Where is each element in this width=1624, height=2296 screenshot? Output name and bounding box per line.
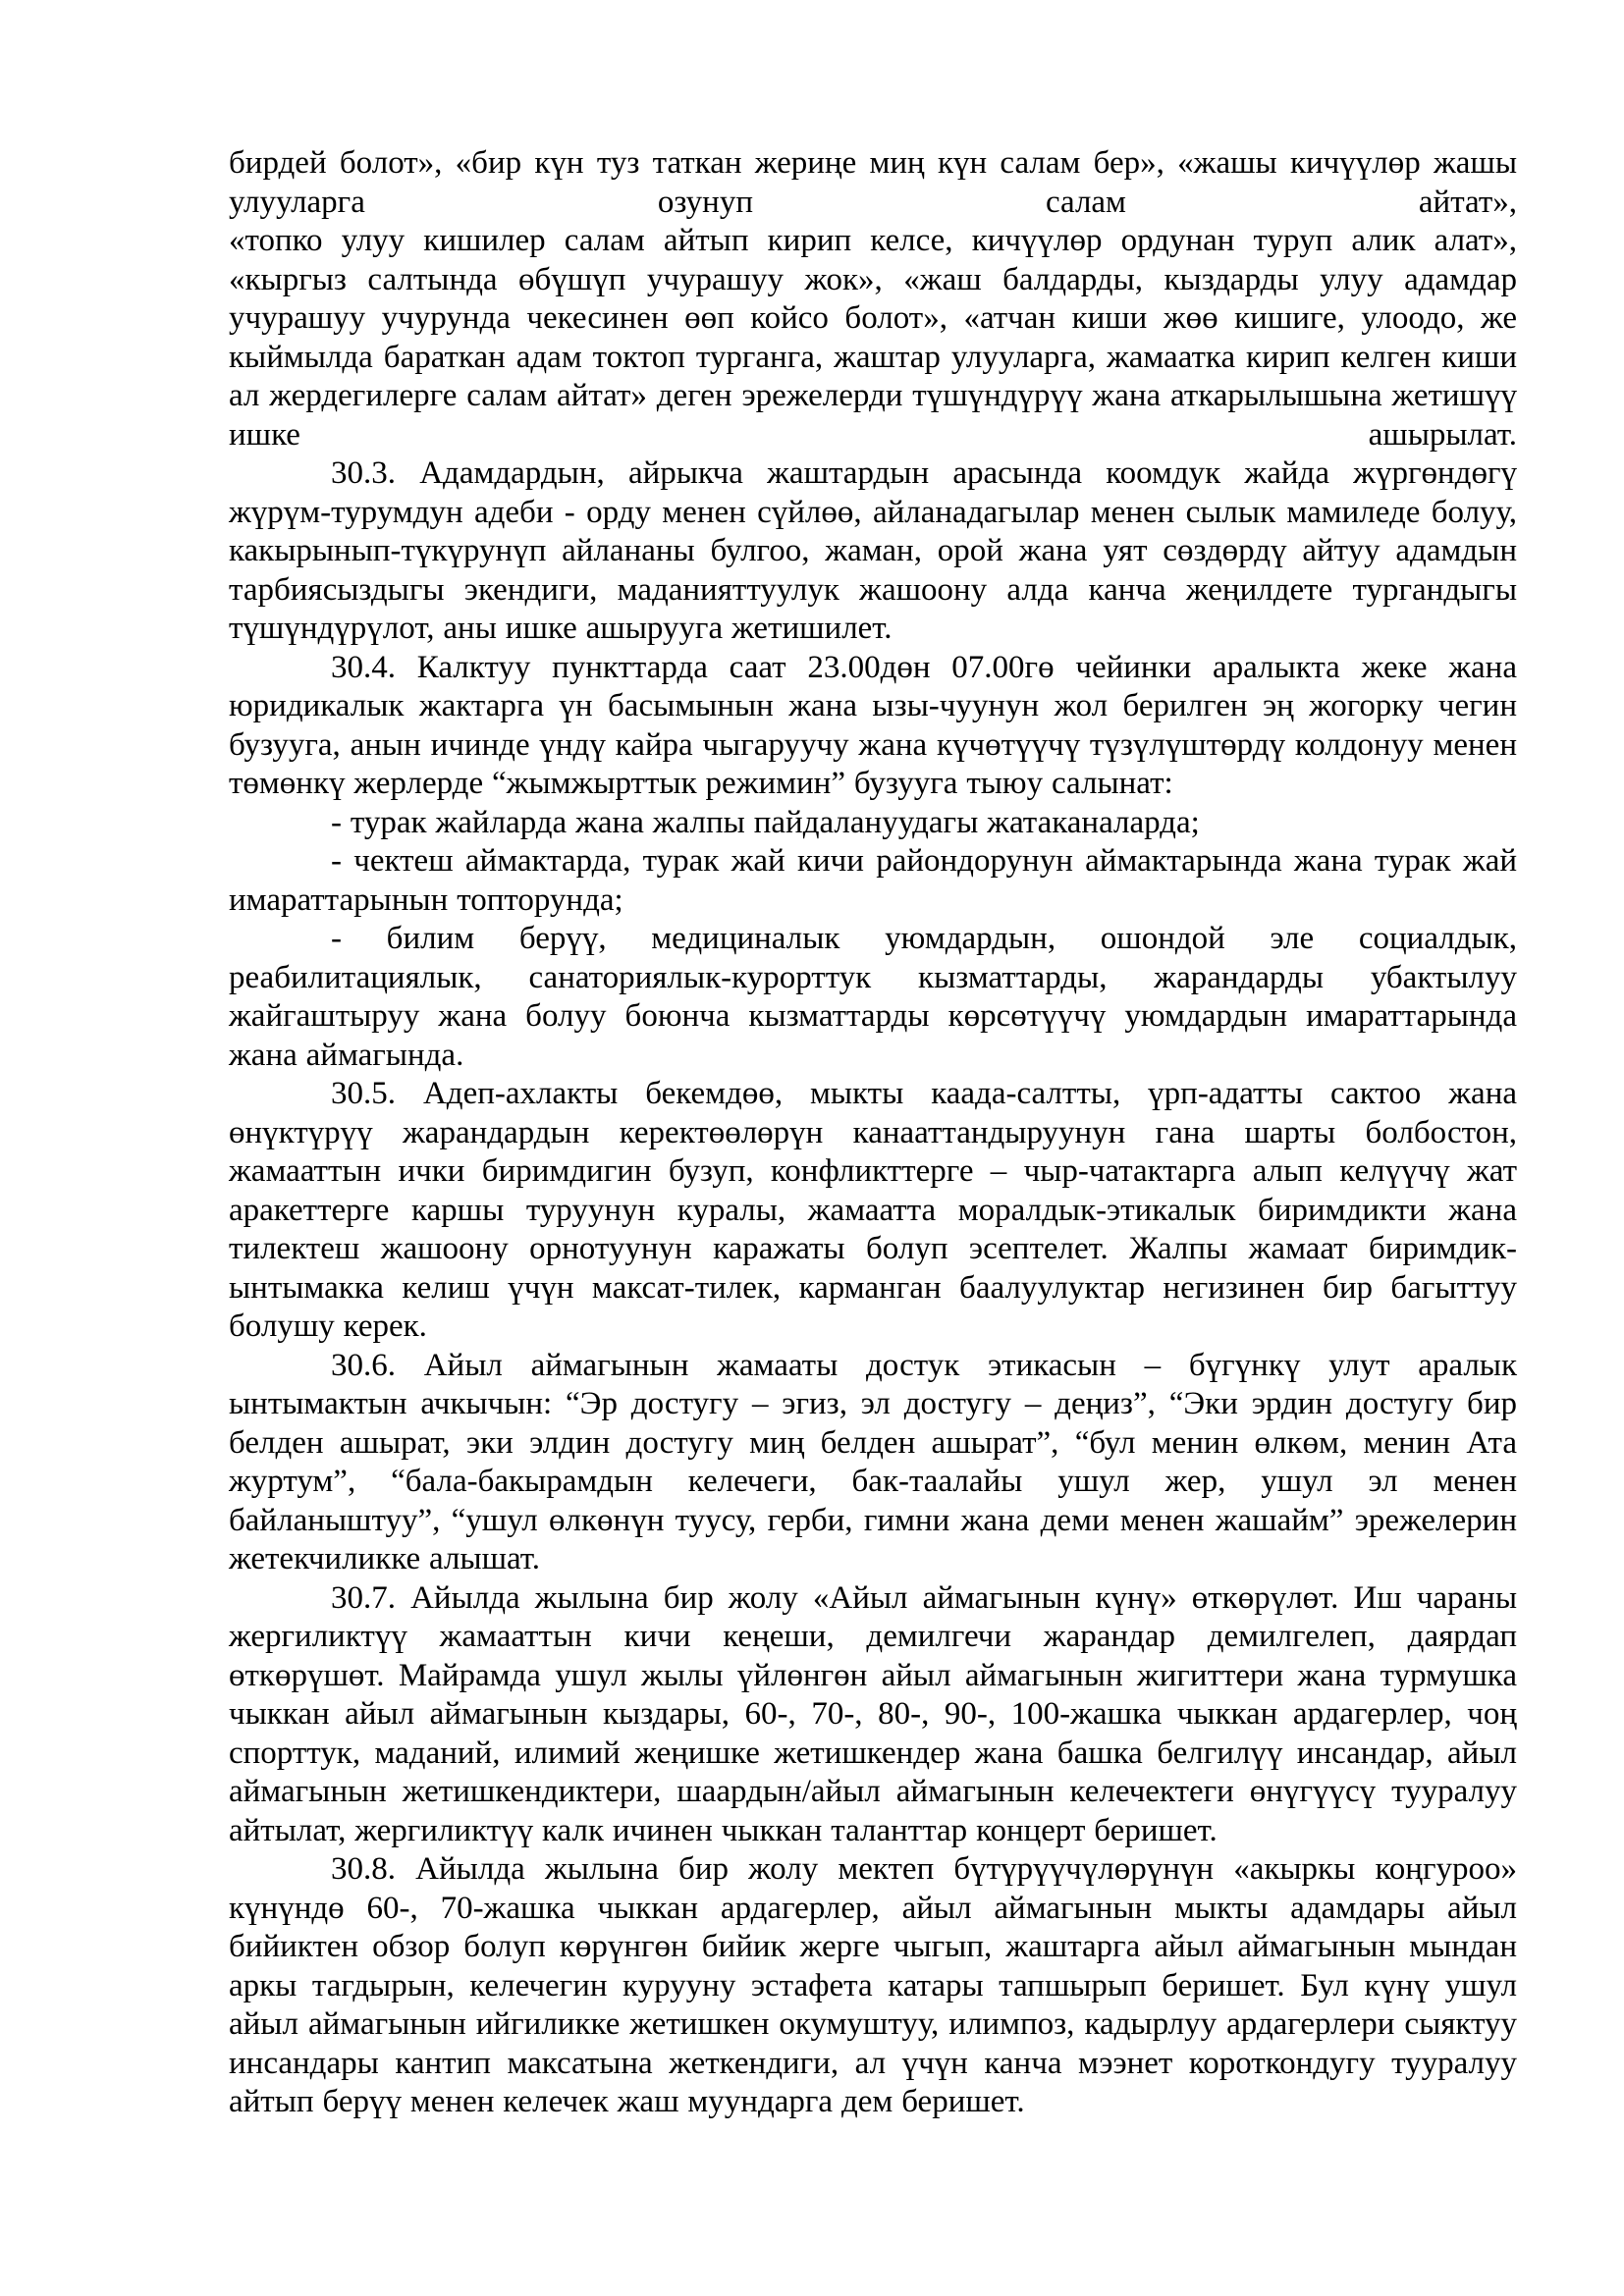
paragraph-text: 30.6. Айыл аймагынын жамааты достук этикасын – бүгүнкү улут аралык ынтымактын ачкычын: “Эр достугу – эгиз, эл достугу – деңиз”, “Эки эрдин достугу бир белден ашырат, эки элдин достугу миң белден ашырат”, “бул менин өлкөм, менин Ата журтум”, “бала-бакырамдын келечеги, бак-таалайы ушул жер, ушул эл менен байланыштуу”, “ушул өлкөнүн туусу, герби, гимни жана деми менен жашайм” эрежелерин жетекчиликке алышат. — [229, 1347, 1517, 1576]
paragraph-text: 30.4. Калктуу пункттарда саат 23.00дөн 07.00гө чейинки аралыкта жеке жана юридикалык жактарга үн басымынын жана ызы-чуунун жол берилген эң жогорку чегин бузууга, анын ичинде үндү кайра чыгаруучу жана күчөтүүчү түзүлүштөрдү колдонуу менен төмөнкү жерлерде “жымжырттык режимин” бузууга тыюу салынат: — [229, 649, 1517, 801]
paragraph-text: «топко улуу кишилер салам айтып кирип келсе, кичүүлөр ордунан туруп алик алат», «кыргыз салтында өбүшүп учурашуу жок», «жаш балдарды, кыздарды улуу адамдар учурашуу учурунда чекесинен өөп койсо болот», «атчан киши жөө кишиге, улоодо, же кыймылда бараткан адам токтоп турганга, жаштар улууларга, жамаатка кирип келген киши ал жердегилерге салам айтат» деген эрежелерди түшүндүрүү жана аткарылышына жетишүү ишке ашырылат. — [229, 223, 1517, 453]
paragraph-30-4-item-1 — [229, 804, 1517, 843]
paragraph-30-5 — [229, 1075, 1517, 1347]
paragraph-text: 30.8. Айылда жылына бир жолу мектеп бүтүрүүчүлөрүнүн «акыркы коңгуроо» күнүндө 60-, 70-жашка чыккан ардагерлер, айыл аймагынын мыкты адамдары айыл бийиктен обзор болуп көрүнгөн бийик жерге чыгып, жаштарга айыл аймагынын мындан аркы тагдырын, келечегин курууну эстафета катары тапшырып беришет. Бул күнү ушул айыл аймагынын ийгиликке жетишкен окумуштуу, илимпоз, кадырлуу ардагерлери сыяктуу инсандары кантип максатына жеткендиги, ал үчүн канча мээнет короткондугу тууралуу айтып берүү менен келечек жаш муундарга дем беришет. — [229, 1851, 1517, 2119]
paragraph-30-6 — [229, 1347, 1517, 1579]
paragraph-text: - турак жайларда жана жалпы пайдалануудагы жатаканаларда; — [331, 804, 1200, 840]
paragraph-text: - билим берүү, медициналык уюмдардын, ошондой эле социалдык, реабилитациялык, санаториялык-курорттук кызматтарды, жарандарды убактылуу жайгаштыруу жана болуу боюнча кызматтарды көрсөтүүчү уюмдардын имараттарында жана аймагында. — [229, 921, 1517, 1073]
document-text-block — [229, 144, 1517, 2122]
paragraph-text: 30.5. Адеп-ахлакты бекемдөө, мыкты каада-салтты, үрп-адатты сактоо жана өнүктүрүү жарандардын керектөөлөрүн канааттандыруунун гана шарты болбостон, жамааттын ички биримдигин бузуп, конфликттерге – чыр-чатактарга алып келүүчү жат аракеттерге каршы туруунун куралы, жамаатта моралдык-этикалык биримдикти жана тилектеш жашоону орнотуунун каражаты болуп эсептелет. Жалпы жамаат биримдик-ынтымакка келиш үчүн максат-тилек, карманган баалуулуктар негизинен бир багыттуу болушу керек. — [229, 1076, 1517, 1344]
paragraph-text: - чектеш аймактарда, турак жай кичи райондорунун аймактарында жана турак жай имараттарынын топторунда; — [229, 843, 1517, 918]
paragraph-text: бирдей болот», «бир күн туз таткан жериңе миң күн салам бер», «жашы кичүүлөр жашы улууларга озунуп салам айтат», — [229, 145, 1517, 220]
paragraph-continuation — [229, 144, 1517, 454]
paragraph-30-4-item-2 — [229, 842, 1517, 920]
paragraph-30-3 — [229, 454, 1517, 649]
paragraph-30-8 — [229, 1850, 1517, 2122]
paragraph-text: 30.3. Адамдардын, айрыкча жаштардын арасында коомдук жайда жүргөндөгү жүрүм-турумдун адеби - орду менен сүйлөө, айланадагылар менен сылык мамиледе болуу, какырынып-түкүрунүп айлананы булгоо, жаман, орой жана уят сөздөрдү айтуу адамдын тарбиясыздыгы экендиги, маданияттуулук жашоону алда канча жеңилдете тургандыгы түшүндүрүлот, аны ишке ашырууга жетишилет. — [229, 455, 1517, 646]
paragraph-30-4-item-3 — [229, 920, 1517, 1075]
paragraph-30-7 — [229, 1579, 1517, 1851]
paragraph-text: 30.7. Айылда жылына бир жолу «Айыл аймагынын күнү» өткөрүлөт. Иш чараны жергиликтүү жамааттын кичи кеңеши, демилгечи жарандар демилгелеп, даярдап өткөрүшөт. Майрамда ушул жылы үйлөнгөн айыл аймагынын жигиттери жана турмушка чыккан айыл аймагынын кыздары, 60-, 70-, 80-, 90-, 100-жашка чыккан ардагерлер, чоң спорттук, маданий, илимий жеңишке жетишкендер жана башка белгилүү инсандар, айыл аймагынын жетишкендиктери, шаардын/айыл аймагынын келечектеги өнүгүүсү тууралуу айтылат, жергиликтүү калк ичинен чыккан таланттар концерт беришет. — [229, 1579, 1517, 1848]
paragraph-30-4 — [229, 649, 1517, 804]
